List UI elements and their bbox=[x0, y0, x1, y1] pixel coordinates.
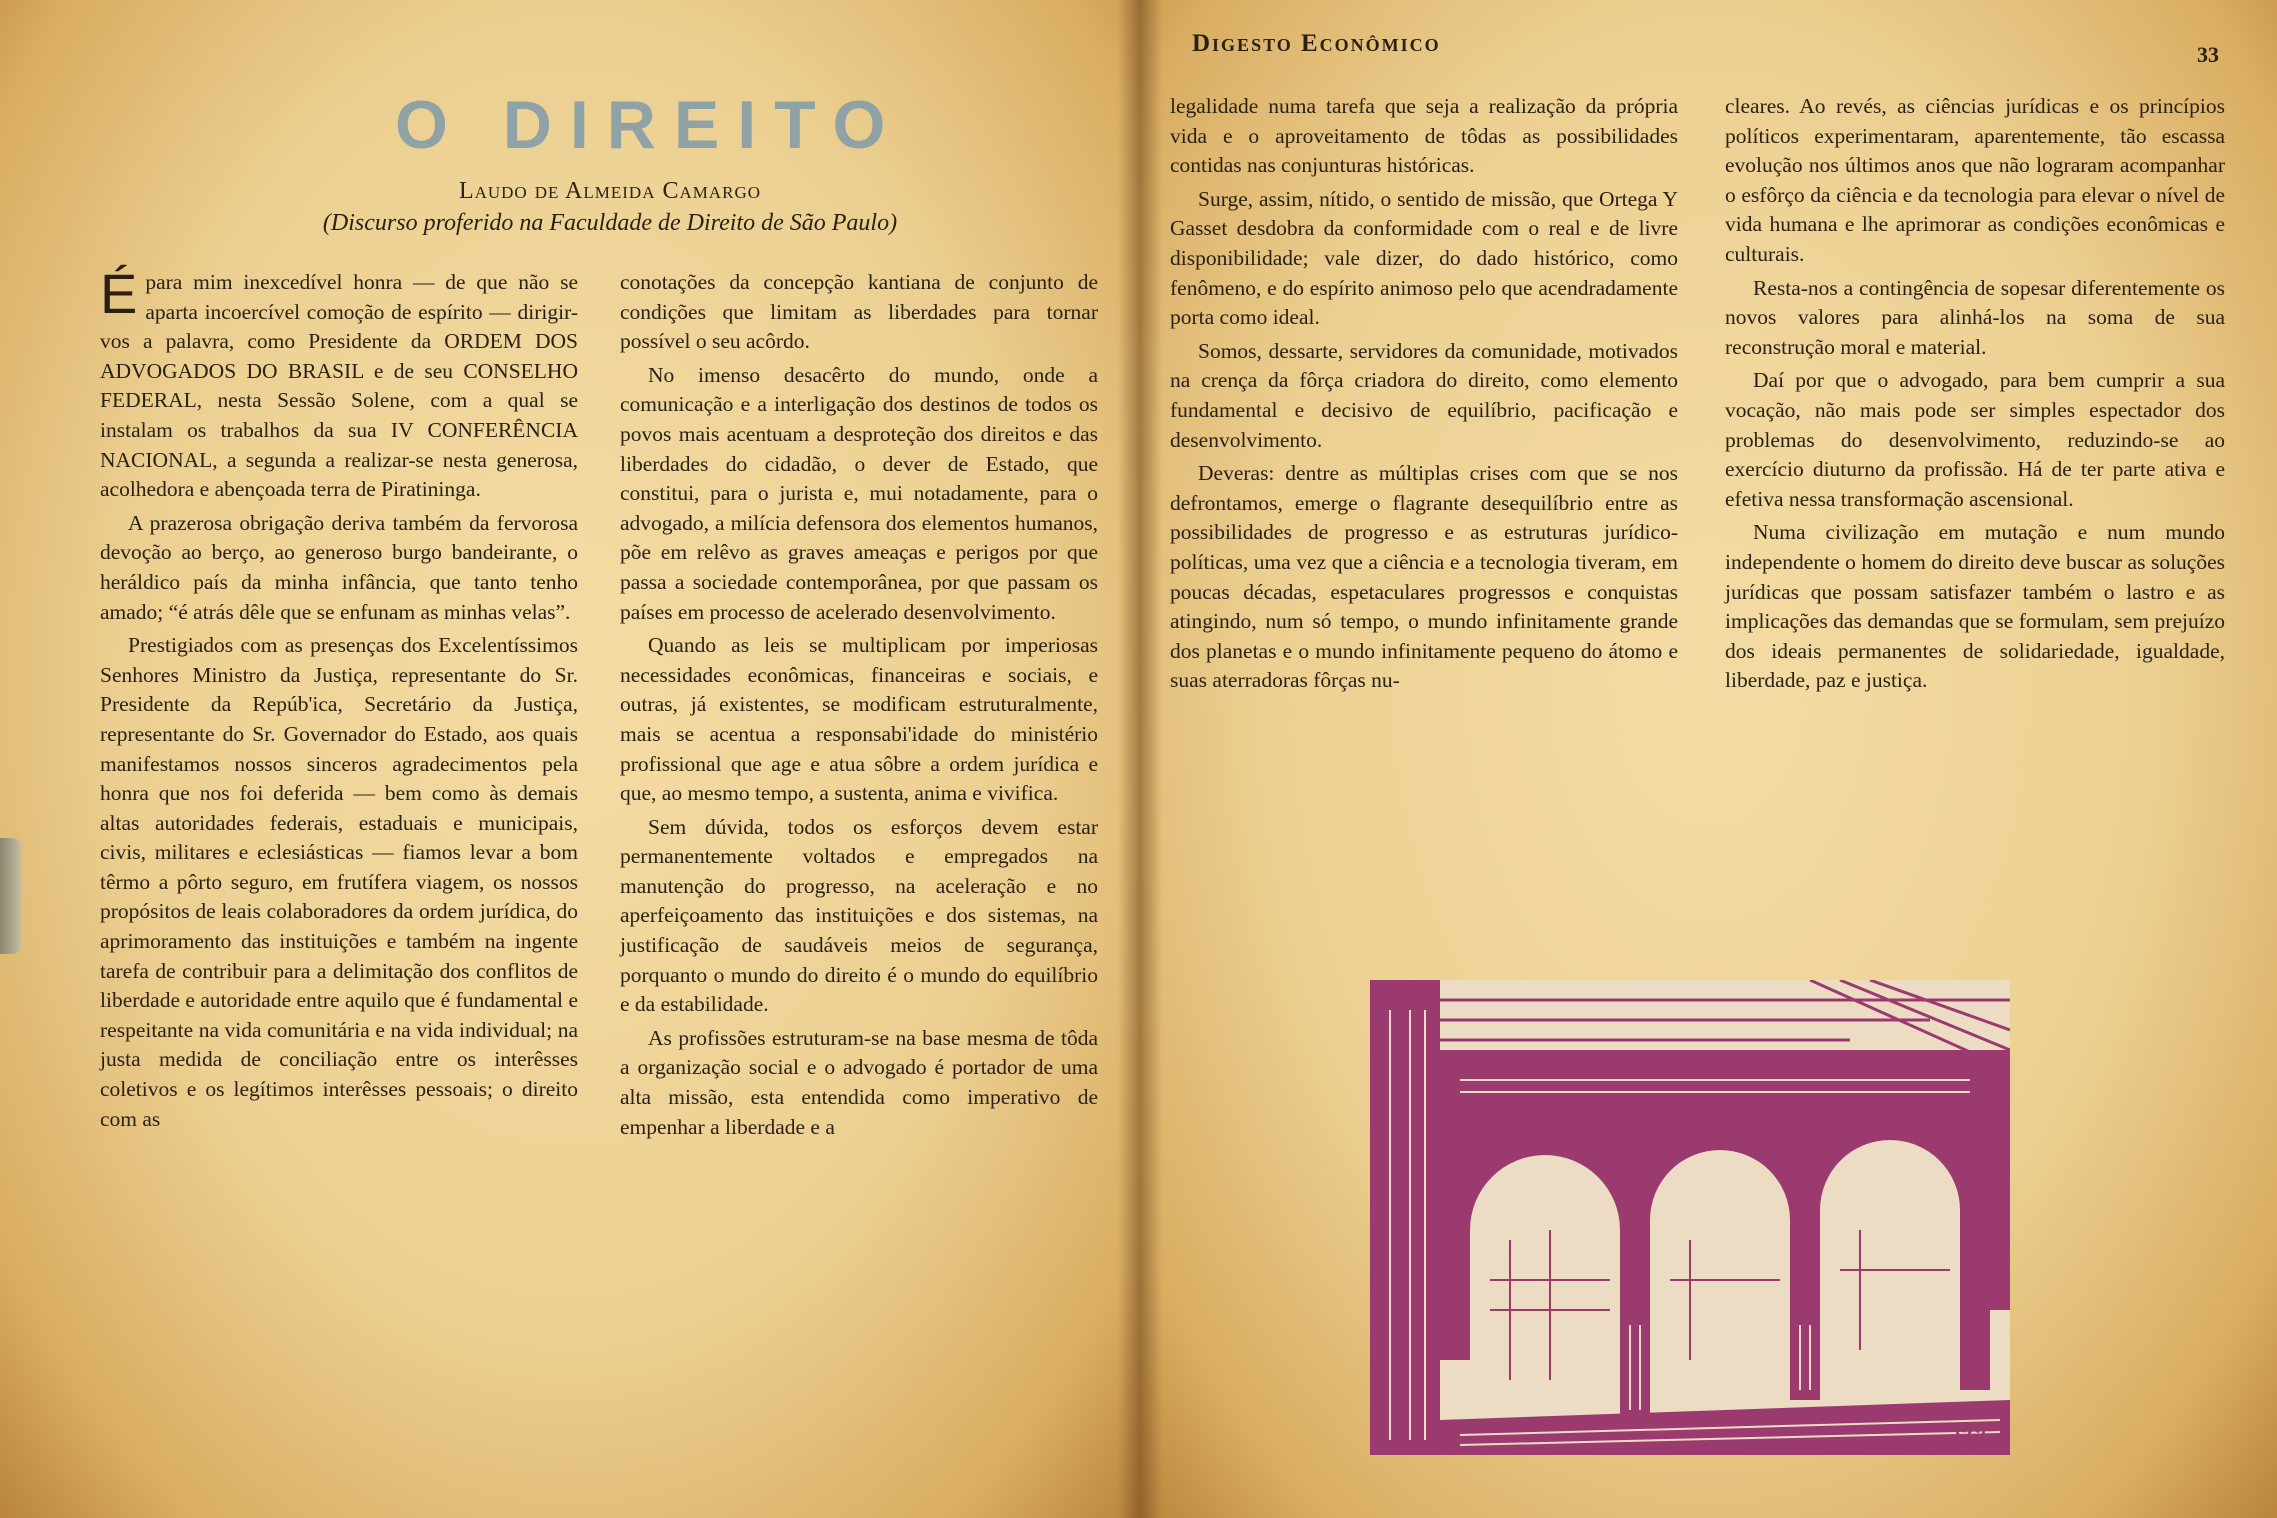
binding-tab bbox=[0, 838, 22, 954]
paragraph: Numa civilização em mutação e num mundo independente o homem do direito deve buscar as soluções jurídicas que possam satisfazer também o lastro e as implicações das demandas que se formulam, sem prejuízo dos ideais permanentes de solidariedade, igualdade, liberdade, paz e justiça. bbox=[1725, 520, 2225, 693]
paragraph: Prestigiados com as presenças dos Excelentíssimos Senhores Ministro da Justiça, representante do Sr. Presidente da Repúb'ica, Secretário da Justiça, representante do Sr. Governador do Estado, aos quais manifestamos nossos sinceros agradecimentos pela honra que nos foi deferida — bem como às demais altas autoridades federais, estaduais e municipais, civis, militares e eclesiásticas — fiamos levar a bom têrmo a pôrto seguro, em frutífera viagem, os nossos propósitos de leais colaboradores da ordem jurídica, do aprimoramento das instituições e também na ingente tarefa de contribuir para a delimitação dos conflitos de liberdade e autoridade entre aquilo que é fundamental e respeitante na vida comunitária e na vida individual; na justa medida de conciliação entre os interêsses coletivos e os legítimos interêsses pessoais; o direito com as bbox=[100, 633, 578, 1131]
left-column-2 bbox=[620, 268, 1098, 1142]
paragraph: Daí por que o advogado, para bem cumprir a sua vocação, não mais pode ser simples espectador dos problemas do desenvolvimento, reduzindo-se ao exercício diuturno da profissão. Há de ter parte ativa e efetiva nessa transformação ascensional. bbox=[1725, 368, 2225, 511]
paragraph: Deveras: dentre as múltiplas crises com que se nos defrontamos, emerge o flagrante desequilíbrio entre as possibilidades de progresso e as estruturas jurídico-políticas, uma vez que a ciência e a tecnologia tiveram, em poucas décadas, espetaculares progressos e conquistas atingindo, num só tempo, o mundo infinitamente grande dos planetas e o mundo infinitamente pequeno do átomo e suas aterradoras fôrças nu- bbox=[1170, 461, 1678, 693]
paragraph: A prazerosa obrigação deriva também da fervorosa devoção ao berço, ao generoso burgo bandeirante, o heráldico país da minha infância, que tanto tenho amado; “é atrás dêle que se enfunam as minhas velas”. bbox=[100, 510, 578, 624]
left-column-1 bbox=[100, 262, 578, 1134]
speech-subtitle: (Discurso proferido na Faculdade de Direito de São Paulo) bbox=[322, 210, 898, 236]
arcade-woodcut-image bbox=[1370, 980, 2010, 1455]
paragraph: Somos, dessarte, servidores da comunidade, motivados na crença da fôrça criadora do direito, como elemento fundamental e decisivo de equilíbrio, pacificação e desenvolvimento. bbox=[1170, 338, 1678, 452]
author-byline: Laudo de Almeida Camargo bbox=[458, 178, 762, 204]
paragraph: legalidade numa tarefa que seja a realização da própria vida e o aproveitamento de tôdas as possibilidades contidas nas conjunturas históricas. bbox=[1170, 94, 1678, 178]
paragraph bbox=[100, 262, 578, 505]
paragraph: As profissões estruturam-se na base mesma de tôda a organização social e o advogado é portador de uma alta missão, esta entendida como imperativo de empenhar a liberdade e a bbox=[620, 1025, 1098, 1139]
right-column-1 bbox=[1170, 92, 1678, 696]
right-page bbox=[1140, 0, 2277, 1518]
woodcut-illustration bbox=[1370, 980, 2010, 1455]
drop-cap: É bbox=[100, 262, 138, 325]
paragraph: Surge, assim, nítido, o sentido de missão, que Ortega Y Gasset desdobra da conformidade com o real e de livre disponibilidade; vale dizer, do dado histórico, como fenômeno, e do espírito animoso pelo que acendradamente porta como ideal. bbox=[1170, 186, 1678, 330]
paragraph: conotações da concepção kantiana de conjunto de condições que limitam as liberdades para tornar possível o seu acôrdo. bbox=[620, 270, 1098, 354]
paragraph: cleares. Ao revés, as ciências jurídicas e os princípios políticos experimentaram, aparentemente, tão escassa evolução nos últimos anos que não lograram acompanhar o esfôrço da ciência e da tecnologia para elevar o nível de vida humana e lhe aprimorar as condições econômicas e culturais. bbox=[1725, 94, 2225, 266]
running-head: Digesto Econômico bbox=[1192, 30, 1441, 57]
paragraph-text: para mim inexcedível honra — de que não se aparta incoercível comoção de espírito — dirigir-vos a palavra, como Presidente da ORDEM DOS ADVOGADOS DO BRASIL e de seu CONSELHO FEDERAL, nesta Sessão Solene, com a qual se instalam os trabalhos da sua IV CONFERÊNCIA NACIONAL, a segunda a realizar-se nesta generosa, acolhedora e abençoada terra de Piratininga. bbox=[100, 270, 578, 502]
page-number: 33 bbox=[2197, 42, 2219, 67]
paragraph: Sem dúvida, todos os esforços devem estar permanentemente voltados e empregados na manutenção do progresso, na aceleração e no aperfeiçoamento das instituições e dos sistemas, na justificação de saudáveis meios de segurança, porquanto o mundo do direito é o mundo do equilíbrio e da estabilidade. bbox=[620, 814, 1098, 1017]
paragraph: Quando as leis se multiplicam por imperiosas necessidades econômicas, financeiras e sociais, e outras, já existentes, se modificam estruturalmente, mais se acentua a responsabi'idade do ministério profissional que age e atua sôbre a ordem jurídica e que, ao mesmo tempo, a sustenta, anima e vivifica. bbox=[620, 633, 1098, 806]
article-title: O DIREITO bbox=[395, 87, 904, 163]
paragraph: No imenso desacêrto do mundo, onde a comunicação e a interligação dos destinos de todos os povos mais acentuam a desproteção dos direitos e das liberdades do cidadão, o dever de Estado, que constitui, para o jurista e, mui notadamente, para o advogado, a milícia defensora dos elementos humanos, põe em relêvo as graves ameaças e perigos por que passa a sociedade contemporânea, por que passam os países em processo de acelerado desenvolvimento. bbox=[620, 362, 1098, 624]
right-column-2 bbox=[1725, 92, 2225, 696]
illustration-signature: SGE bbox=[1955, 1426, 1994, 1446]
book-gutter bbox=[1118, 0, 1162, 1518]
paragraph: Resta-nos a contingência de sopesar diferentemente os novos valores para alinhá-los na soma de sua reconstrução moral e material. bbox=[1725, 275, 2225, 359]
